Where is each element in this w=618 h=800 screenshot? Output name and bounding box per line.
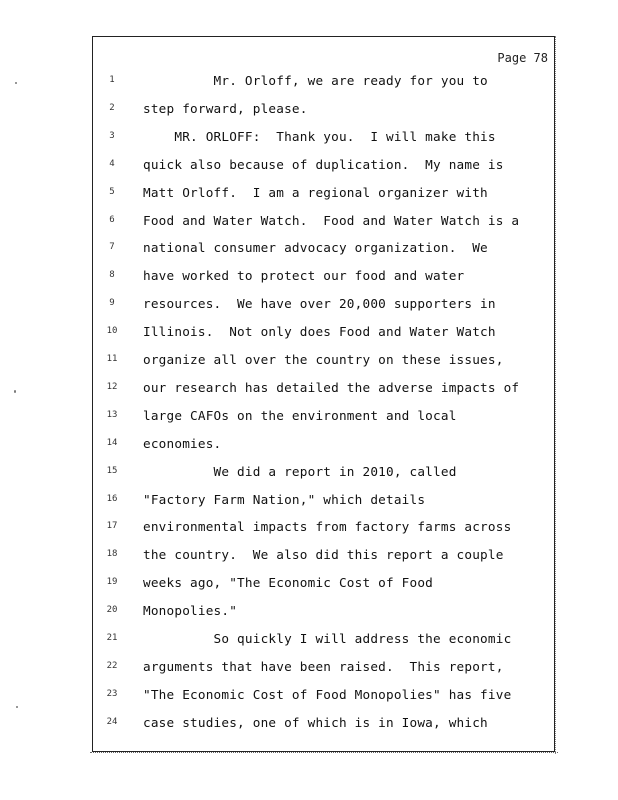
page-number: Page 78 bbox=[497, 51, 548, 65]
transcript-line: MR. ORLOFF: Thank you. I will make this bbox=[143, 128, 496, 144]
transcript-page bbox=[92, 36, 555, 752]
line-number: 13 bbox=[106, 409, 118, 420]
line-number: 14 bbox=[106, 437, 118, 448]
transcript-line: quick also because of duplication. My name is bbox=[143, 156, 504, 172]
scan-speck bbox=[15, 82, 17, 84]
line-number: 2 bbox=[109, 102, 115, 113]
line-number: 9 bbox=[109, 298, 115, 309]
line-number: 17 bbox=[106, 521, 118, 532]
transcript-line: "The Economic Cost of Food Monopolies" has five bbox=[143, 686, 512, 702]
line-number: 15 bbox=[106, 465, 118, 476]
transcript-line: Monopolies." bbox=[143, 603, 238, 619]
line-number: 20 bbox=[106, 605, 118, 616]
transcript-line: Mr. Orloff, we are ready for you to bbox=[143, 73, 488, 88]
transcript-line: our research has detailed the adverse impacts of bbox=[143, 379, 520, 395]
page-bottom-edge bbox=[90, 752, 558, 755]
line-number: 16 bbox=[106, 493, 118, 504]
transcript-line: economies. bbox=[143, 435, 222, 451]
line-number: 11 bbox=[106, 354, 118, 364]
transcript-line: resources. We have over 20,000 supporters in bbox=[143, 296, 496, 312]
transcript-line: step forward, please. bbox=[143, 100, 308, 116]
line-number: 10 bbox=[106, 326, 118, 337]
line-number: 8 bbox=[109, 270, 115, 281]
line-number: 4 bbox=[109, 158, 115, 169]
line-number: 19 bbox=[106, 577, 118, 588]
transcript-line: We did a report in 2010, called bbox=[143, 463, 457, 479]
transcript-line: large CAFOs on the environment and local bbox=[143, 407, 457, 423]
line-number: 18 bbox=[106, 549, 118, 560]
transcript-line: arguments that have been raised. This report, bbox=[143, 658, 504, 674]
line-number: 22 bbox=[106, 660, 118, 671]
transcript-line: So quickly I will address the economic bbox=[143, 631, 512, 646]
page-right-edge bbox=[555, 36, 558, 754]
transcript-line: Food and Water Watch. Food and Water Watch is a bbox=[143, 212, 520, 228]
transcript-line: "Factory Farm Nation," which details bbox=[143, 491, 426, 507]
line-number: 21 bbox=[106, 633, 118, 643]
transcript-line: the country. We also did this report a couple bbox=[143, 547, 504, 563]
line-number: 23 bbox=[106, 688, 118, 699]
transcript-line: weeks ago, "The Economic Cost of Food bbox=[143, 575, 434, 591]
line-number: 5 bbox=[109, 186, 115, 197]
line-number: 1 bbox=[109, 75, 115, 85]
line-number: 24 bbox=[106, 716, 118, 727]
line-number: 7 bbox=[109, 242, 115, 253]
line-number: 6 bbox=[109, 214, 115, 225]
transcript-line: environmental impacts from factory farms across bbox=[143, 519, 512, 535]
line-number: 3 bbox=[109, 130, 115, 141]
scan-speck bbox=[14, 390, 16, 393]
transcript-line: Illinois. Not only does Food and Water Watch bbox=[143, 324, 496, 340]
line-number: 12 bbox=[106, 381, 118, 392]
transcript-line: have worked to protect our food and water bbox=[143, 268, 465, 284]
transcript-line: organize all over the country on these issues, bbox=[143, 352, 504, 367]
transcript-line: national consumer advocacy organization. We bbox=[143, 240, 488, 256]
scan-speck bbox=[16, 706, 18, 708]
transcript-line: case studies, one of which is in Iowa, which bbox=[143, 714, 488, 730]
transcript-line: Matt Orloff. I am a regional organizer with bbox=[143, 184, 488, 200]
